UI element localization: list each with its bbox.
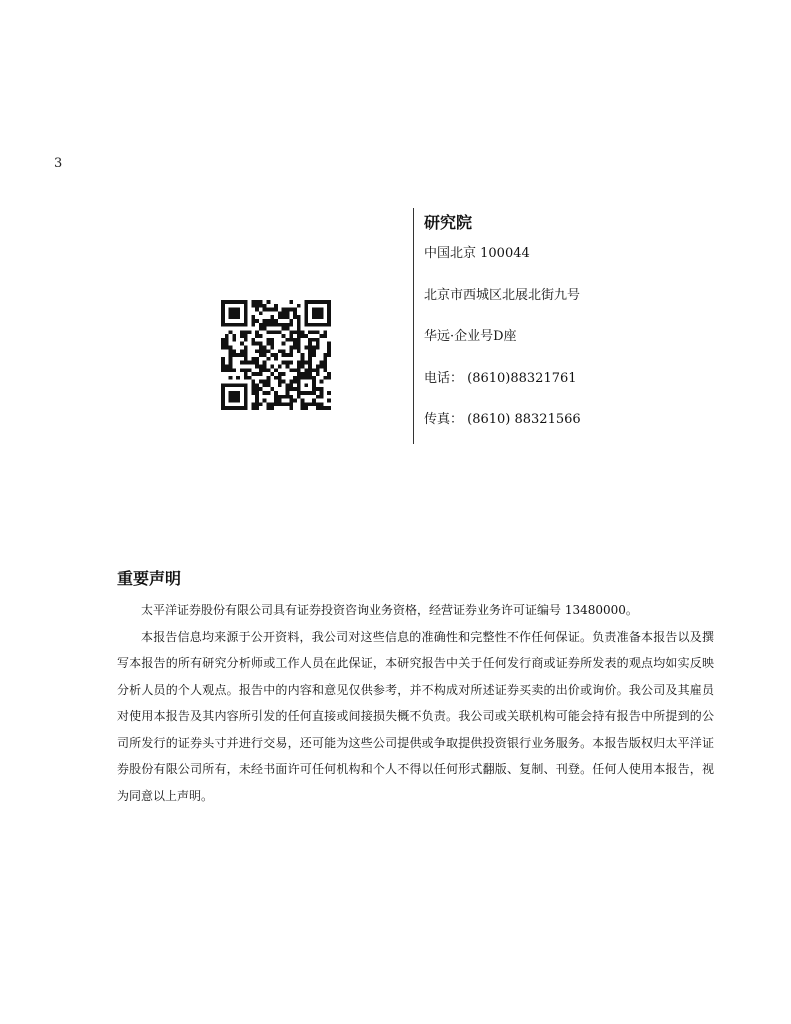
qr-code bbox=[220, 300, 332, 410]
contact-phone: 电话： (8610)88321761 bbox=[424, 370, 577, 386]
contact-title: 研究院 bbox=[424, 213, 473, 232]
disclaimer-paragraph-license: 太平洋证券股份有限公司具有证券投资咨询业务资格，经营证券业务许可证编号 13480000。 bbox=[141, 603, 638, 617]
contact-fax: 传真： (8610) 88321566 bbox=[424, 412, 581, 427]
contact-postal: 中国北京 100044 bbox=[424, 246, 530, 261]
disclaimer-body bbox=[117, 597, 714, 809]
disclaimer-paragraph-statement: 本报告信息均来源于公开资料，我公司对这些信息的准确性和完整性不作任何保证。负责准备本报告以及撰写本报告的所有研究分析师或工作人员在此保证，本研究报告中关于任何发行商或证券所发表的观点均如实反映分析人员的个人观点。报告中的内容和意见仅供参考，并不构成对所述证券买卖的出价或询价。我公司及其雇员对使用本报告及其内容所引发的任何直接或间接损失概不负责。我公司或关联机构可能会持有报告中所提到的公司所发行的证券头寸并进行交易，还可能为这些公司提供或争取提供投资银行业务服务。本报告版权归太平洋证券股份有限公司所有，未经书面许可任何机构和个人不得以任何形式翻版、复制、刊登。任何人使用本报告，视为同意以上声明。 bbox=[117, 629, 714, 803]
contact-address: 北京市西城区北展北街九号 bbox=[424, 287, 581, 303]
contact-block bbox=[413, 208, 581, 444]
disclaimer-title: 重要声明 bbox=[117, 569, 182, 588]
page-number: 3 bbox=[54, 156, 63, 171]
contact-building: 华远·企业号D座 bbox=[424, 329, 517, 344]
